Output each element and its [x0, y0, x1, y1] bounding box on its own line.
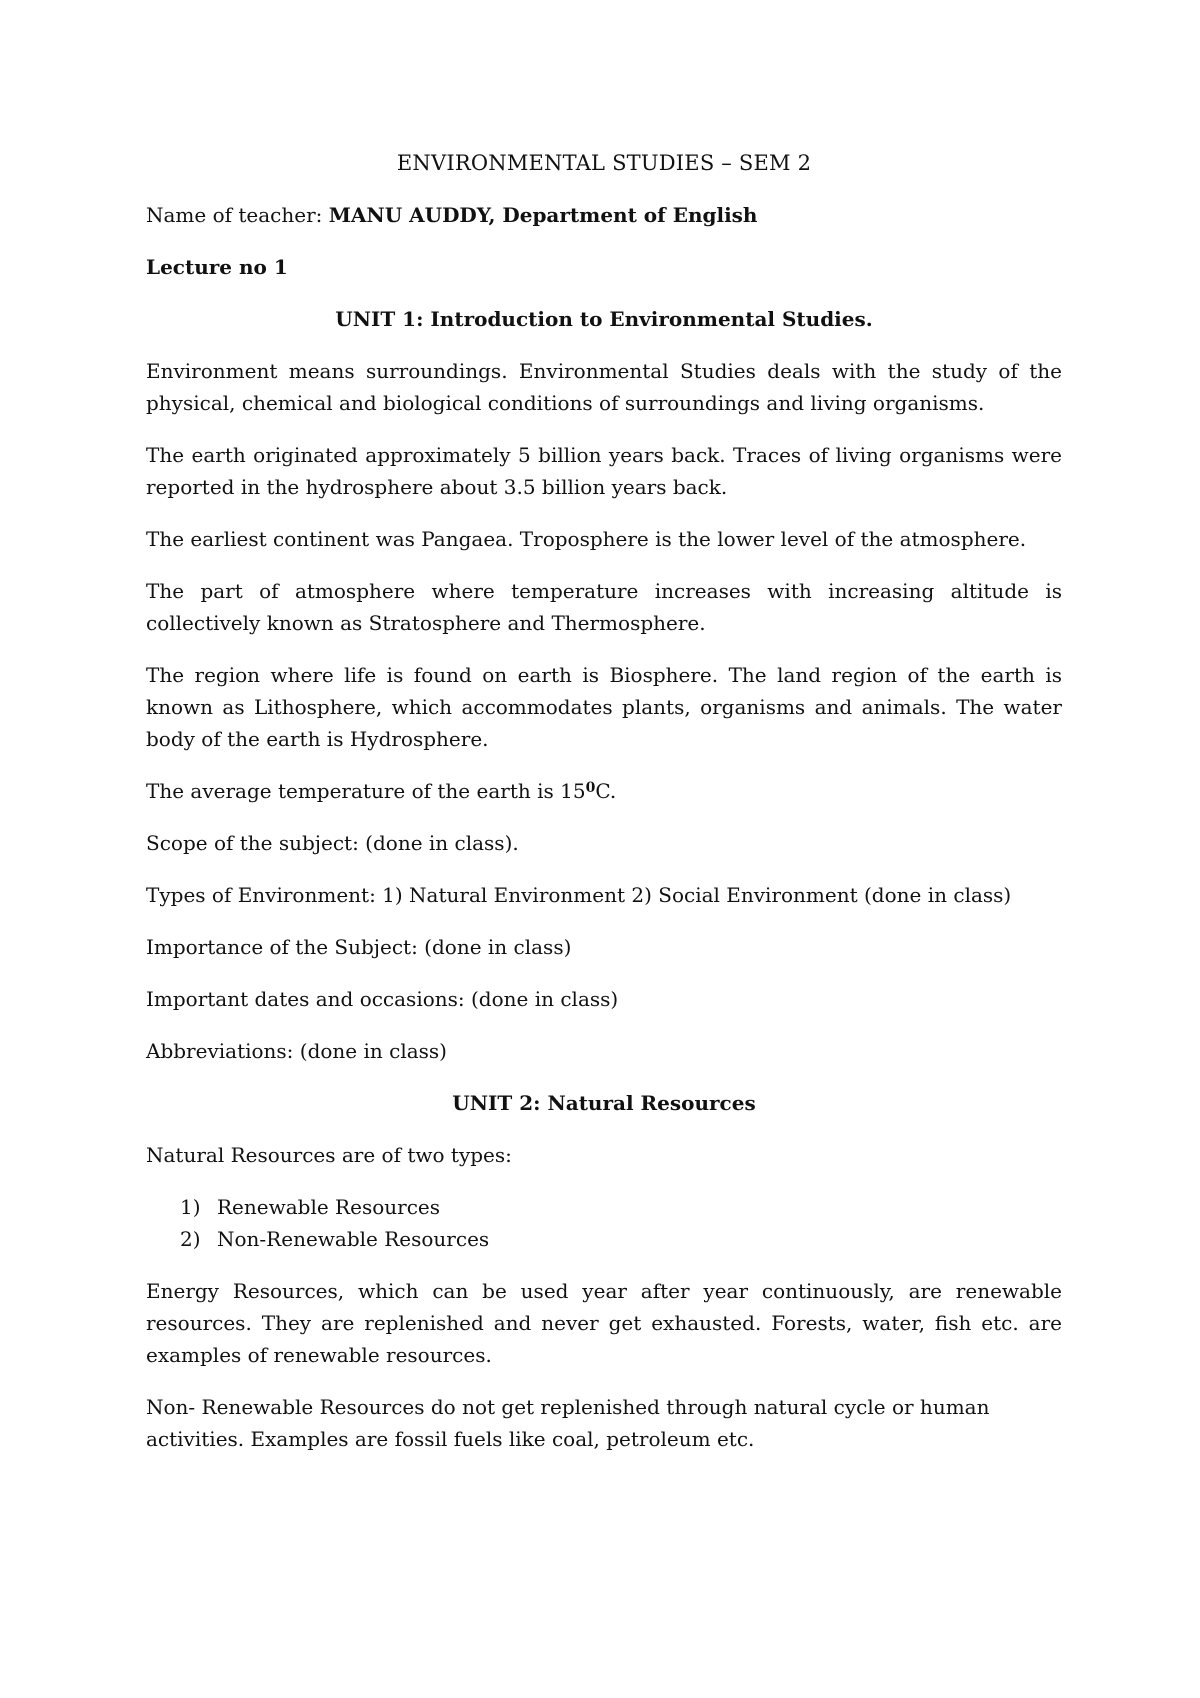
unit2-heading [146, 1087, 1062, 1119]
avg-temp-suffix: C. [595, 779, 617, 803]
list-text: Renewable Resources [217, 1195, 440, 1219]
document-title: ENVIRONMENTAL STUDIES – SEM 2 [396, 151, 812, 175]
list-item [180, 1223, 1062, 1255]
list-number: 2) [180, 1227, 201, 1251]
list-item [180, 1191, 1062, 1223]
teacher-line [146, 199, 1062, 231]
list-text: Non-Renewable Resources [217, 1227, 490, 1251]
lecture-label: Lecture no 1 [146, 255, 288, 279]
unit1-item: Important dates and occasions: (done in class) [146, 987, 619, 1011]
unit1-paragraph: The earth originated approximately 5 billion years back. Traces of living organisms were reported in the hydrosphere about 3.5 billion years back. [146, 443, 1062, 499]
unit1-item: Abbreviations: (done in class) [146, 1039, 447, 1063]
unit1-paragraph: The region where life is found on earth is Biosphere. The land region of the earth is known as Lithosphere, which accommodates plants, organisms and animals. The water body of the earth is Hydrosphere. [146, 663, 1062, 751]
unit2-paragraph: Non- Renewable Resources do not get replenished through natural cycle or human activities. Examples are fossil fuels like coal, petroleum etc. [146, 1395, 990, 1451]
unit2-intro: Natural Resources are of two types: [146, 1143, 512, 1167]
average-temperature [146, 775, 1062, 807]
unit1-item: Types of Environment: 1) Natural Environment 2) Social Environment (done in class) [146, 883, 1012, 907]
resource-types-list [146, 1191, 1062, 1255]
avg-temp-prefix: The average temperature of the earth is 15 [146, 779, 586, 803]
unit1-paragraph: The earliest continent was Pangaea. Troposphere is the lower level of the atmosphere. [146, 527, 1027, 551]
unit1-heading [146, 303, 1062, 335]
teacher-name: MANU AUDDY, Department of English [328, 203, 758, 227]
lecture-number [146, 251, 1062, 283]
unit1-paragraph: Environment means surroundings. Environmental Studies deals with the study of the physical, chemical and biological conditions of surroundings and living organisms. [146, 359, 1062, 415]
degree-symbol: 0 [585, 780, 596, 796]
unit2-paragraph: Energy Resources, which can be used year after year continuously, are renewable resources. They are replenished and never get exhausted. Forests, water, fish etc. are examples of renewable resources. [146, 1279, 1062, 1367]
unit1-heading-text: UNIT 1: Introduction to Environmental Studies. [335, 307, 873, 331]
unit2-heading-text: UNIT 2: Natural Resources [452, 1091, 756, 1115]
unit1-item: Importance of the Subject: (done in class) [146, 935, 572, 959]
document-page [146, 147, 1062, 1475]
teacher-label: Name of teacher: [146, 203, 323, 227]
unit1-item: Scope of the subject: (done in class). [146, 831, 519, 855]
list-number: 1) [180, 1195, 201, 1219]
unit1-paragraph: The part of atmosphere where temperature increases with increasing altitude is collectively known as Stratosphere and Thermosphere. [146, 579, 1062, 635]
